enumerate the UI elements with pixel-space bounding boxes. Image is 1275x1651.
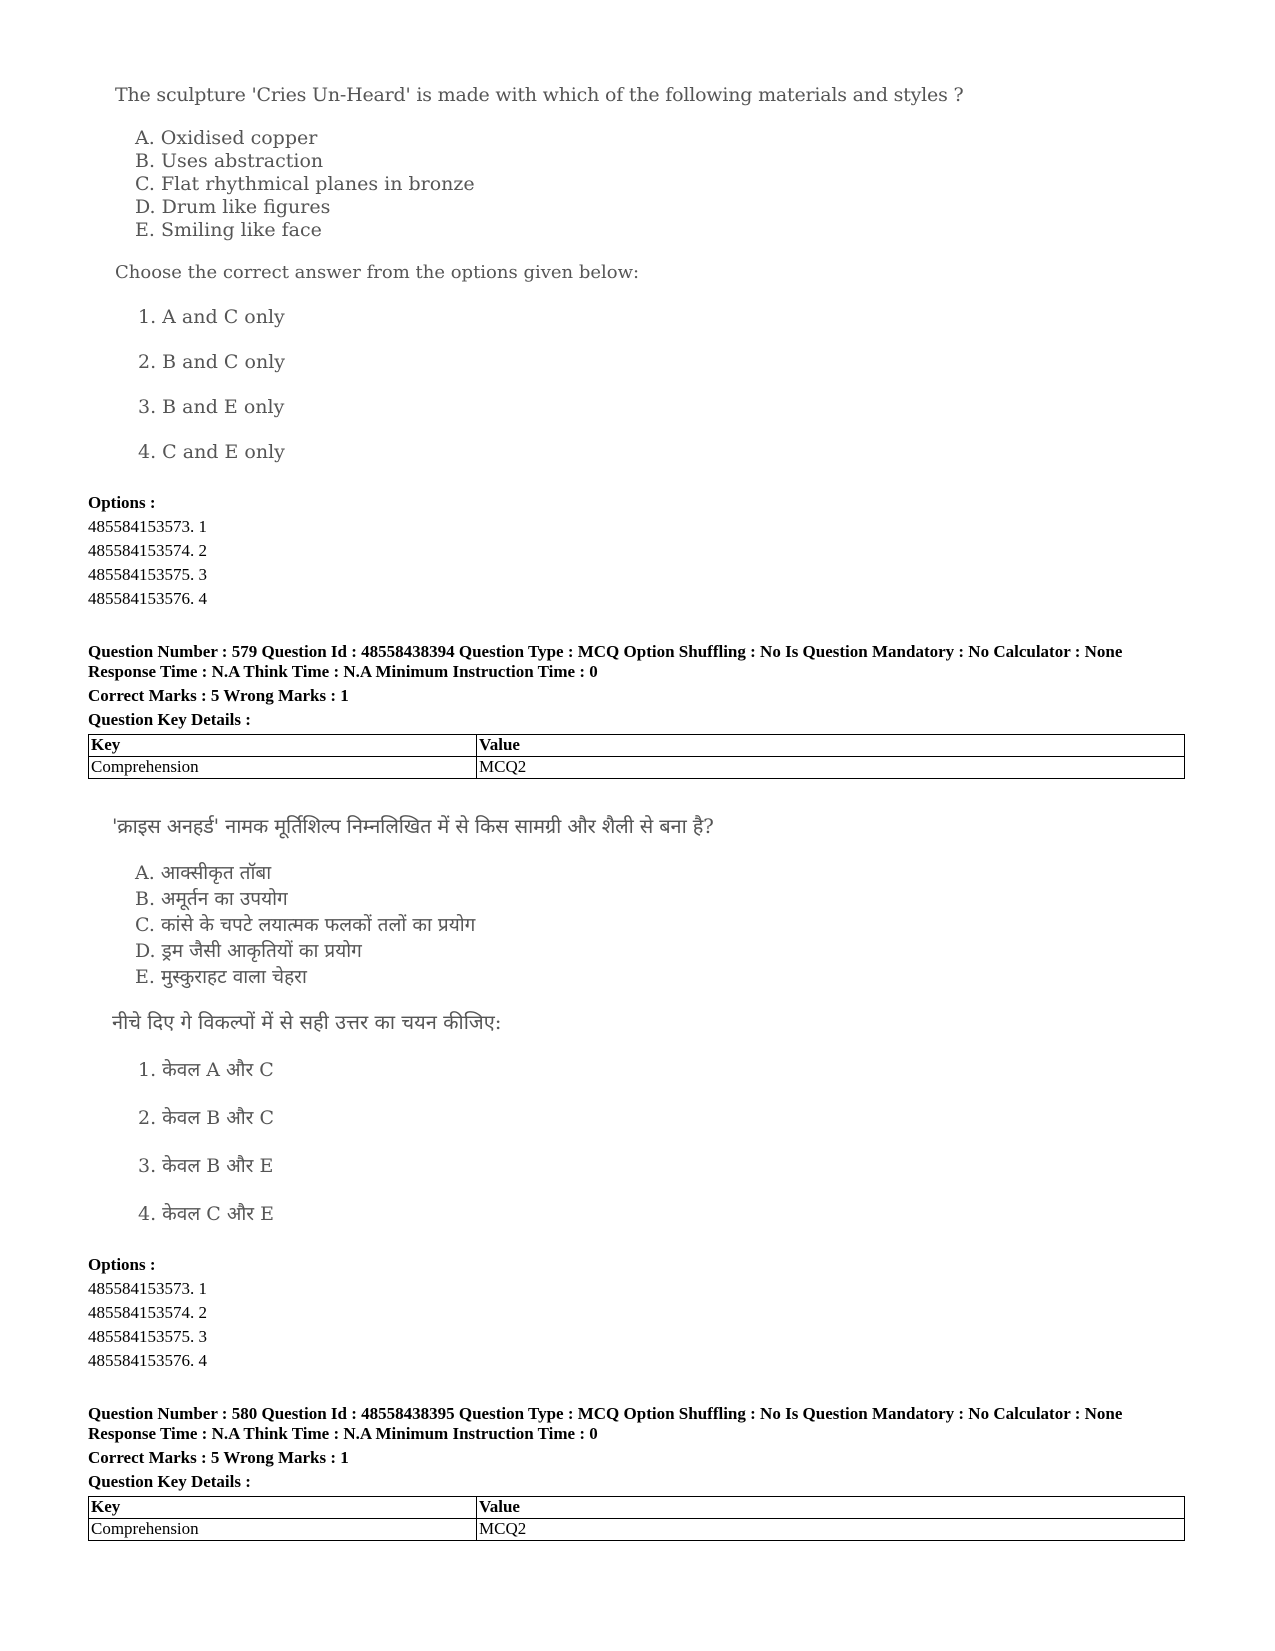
choose-instruction: नीचे दिए गे विकल्पों में से सही उत्तर का चयन कीजिए: <box>112 1010 502 1034</box>
answer-4: 4. केवल C और E <box>138 1203 274 1225</box>
options-label: Options : <box>88 493 156 512</box>
statement-b: B. अमूर्तन का उपयोग <box>135 888 288 910</box>
option-item: 485584153576. 4 <box>88 589 207 608</box>
answer-4: 4. C and E only <box>138 441 285 463</box>
statement-d: D. ड्रम जैसी आकृतियों का प्रयोग <box>135 940 362 962</box>
question-stem: 'क्राइस अनहर्ड' नामक मूर्तिशिल्प निम्नलिखित में से किस सामग्री और शैली से बना है? <box>112 814 714 838</box>
question-meta-line1: Question Number : 579 Question Id : 48558438394 Question Type : MCQ Option Shuffling : No Is Question Mandatory : No Calculator : None <box>88 642 1123 661</box>
question-meta-line1: Question Number : 580 Question Id : 48558438395 Question Type : MCQ Option Shuffling : No Is Question Mandatory : No Calculator : None <box>88 1404 1123 1423</box>
option-item: 485584153576. 4 <box>88 1351 207 1370</box>
question-key-table <box>88 734 1185 779</box>
answer-1: 1. केवल A और C <box>138 1059 274 1081</box>
question-key-table <box>88 1496 1185 1541</box>
statement-c: C. Flat rhythmical planes in bronze <box>135 173 475 195</box>
statement-a: A. Oxidised copper <box>135 127 318 149</box>
question-image-hindi <box>0 800 1275 1240</box>
table-row <box>89 757 1185 779</box>
table-row <box>89 1497 1185 1519</box>
statement-e: E. मुस्कुराहट वाला चेहरा <box>135 966 307 988</box>
question-image-english <box>0 0 1275 470</box>
table-cell-value: MCQ2 <box>477 757 1185 779</box>
table-header-key: Key <box>89 735 477 757</box>
table-row <box>89 1519 1185 1541</box>
question-meta-line2: Response Time : N.A Think Time : N.A Minimum Instruction Time : 0 <box>88 1424 598 1443</box>
question-key-details-label: Question Key Details : <box>88 710 251 729</box>
table-header-value: Value <box>477 1497 1185 1519</box>
statement-e: E. Smiling like face <box>135 219 322 241</box>
statement-c: C. कांसे के चपटे लयात्मक फलकों तलों का प्रयोग <box>135 914 476 936</box>
table-row <box>89 735 1185 757</box>
question-meta-line2: Response Time : N.A Think Time : N.A Minimum Instruction Time : 0 <box>88 662 598 681</box>
table-header-value: Value <box>477 735 1185 757</box>
option-item: 485584153575. 3 <box>88 565 207 584</box>
answer-3: 3. केवल B और E <box>138 1155 274 1177</box>
answer-2: 2. B and C only <box>138 351 285 373</box>
answer-3: 3. B and E only <box>138 396 285 418</box>
statement-a: A. आक्सीकृत तॉबा <box>135 862 272 884</box>
question-stem: The sculpture 'Cries Un-Heard' is made with which of the following materials and styles ? <box>115 84 964 106</box>
choose-instruction: Choose the correct answer from the options given below: <box>115 262 640 283</box>
option-item: 485584153573. 1 <box>88 1279 207 1298</box>
option-item: 485584153574. 2 <box>88 541 207 560</box>
question-marks: Correct Marks : 5 Wrong Marks : 1 <box>88 1448 349 1467</box>
option-item: 485584153573. 1 <box>88 517 207 536</box>
options-label: Options : <box>88 1255 156 1274</box>
question-marks: Correct Marks : 5 Wrong Marks : 1 <box>88 686 349 705</box>
table-cell-key: Comprehension <box>89 757 477 779</box>
table-header-key: Key <box>89 1497 477 1519</box>
table-cell-key: Comprehension <box>89 1519 477 1541</box>
answer-2: 2. केवल B और C <box>138 1107 275 1129</box>
answer-1: 1. A and C only <box>138 306 285 328</box>
option-item: 485584153574. 2 <box>88 1303 207 1322</box>
statement-b: B. Uses abstraction <box>135 150 324 172</box>
option-item: 485584153575. 3 <box>88 1327 207 1346</box>
table-cell-value: MCQ2 <box>477 1519 1185 1541</box>
question-key-details-label: Question Key Details : <box>88 1472 251 1491</box>
statement-d: D. Drum like figures <box>135 196 331 218</box>
